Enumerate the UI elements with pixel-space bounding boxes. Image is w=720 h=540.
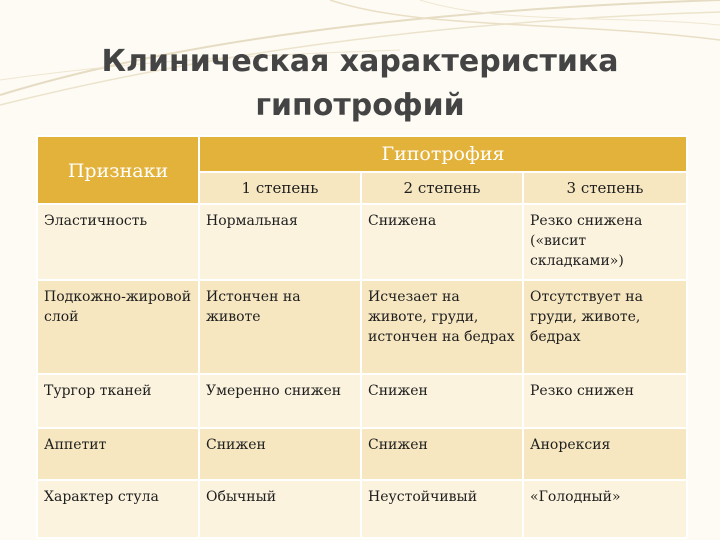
degree-2-header: 2 степень	[361, 172, 523, 204]
degree-3-cell: Отсутствует на груди, животе, бедрах	[523, 280, 687, 374]
title-line-1: Клиническая характеристика	[101, 44, 619, 79]
title-line-2: гипотрофий	[255, 88, 465, 123]
degree-3-header: 3 степень	[523, 172, 687, 204]
sign-cell: Эластичность	[37, 204, 199, 280]
header-row-1	[37, 136, 687, 172]
degree-1-cell: Снижен	[199, 428, 361, 480]
degree-3-cell: Анорексия	[523, 428, 687, 480]
degree-3-cell: Резко снижена («висит складками»)	[523, 204, 687, 280]
degree-1-header: 1 степень	[199, 172, 361, 204]
hypotrophy-table	[36, 135, 688, 539]
group-header: Гипотрофия	[199, 136, 687, 172]
page-title	[40, 40, 680, 128]
degree-2-cell: Снижен	[361, 374, 523, 428]
degree-2-cell: Снижен	[361, 428, 523, 480]
degree-2-cell: Неустойчивый	[361, 480, 523, 538]
degree-1-cell: Умеренно снижен	[199, 374, 361, 428]
signs-header: Признаки	[37, 136, 199, 204]
degree-3-cell: Резко снижен	[523, 374, 687, 428]
sign-cell: Подкожно-жировой слой	[37, 280, 199, 374]
sign-cell: Характер стула	[37, 480, 199, 538]
degree-1-cell: Истончен на животе	[199, 280, 361, 374]
table-row	[37, 280, 687, 374]
table-row	[37, 480, 687, 538]
sign-cell: Аппетит	[37, 428, 199, 480]
table-row	[37, 204, 687, 280]
degree-1-cell: Обычный	[199, 480, 361, 538]
degree-3-cell: «Голодный»	[523, 480, 687, 538]
degree-1-cell: Нормальная	[199, 204, 361, 280]
table-row	[37, 428, 687, 480]
degree-2-cell: Исчезает на животе, груди, истончен на бедрах	[361, 280, 523, 374]
degree-2-cell: Снижена	[361, 204, 523, 280]
table-row	[37, 374, 687, 428]
sign-cell: Тургор тканей	[37, 374, 199, 428]
